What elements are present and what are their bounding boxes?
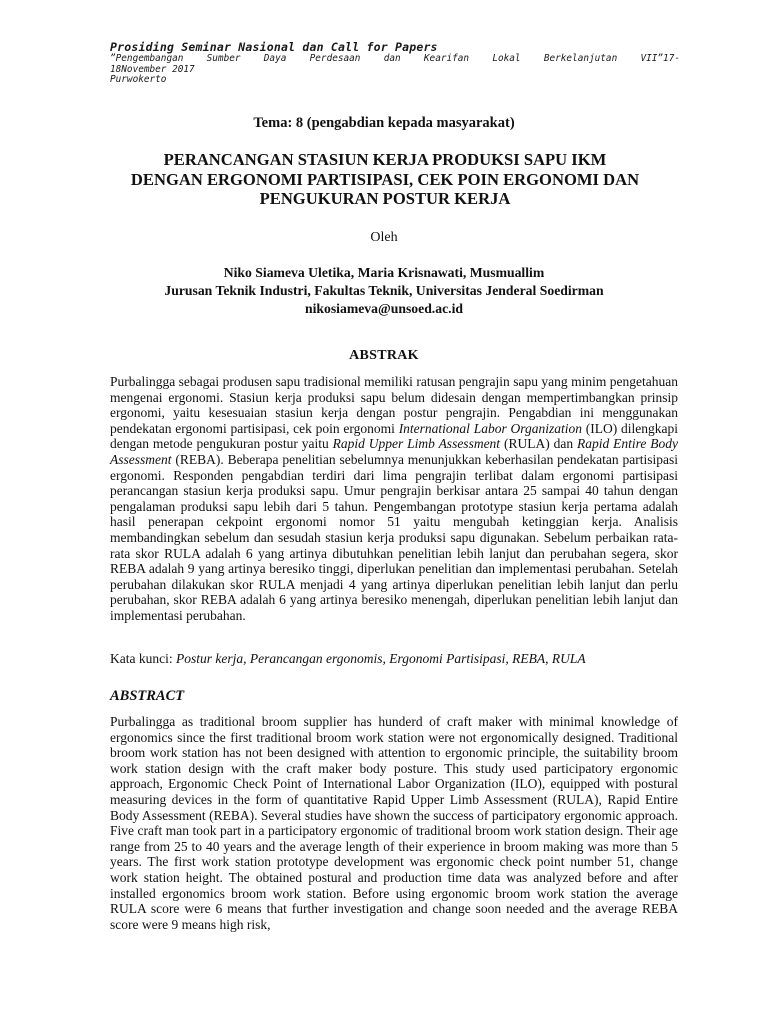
abstrak-heading: ABSTRAK	[349, 348, 419, 363]
author-block	[0, 264, 768, 318]
paper-title	[110, 150, 660, 209]
abstrak-rula-term: Rapid Upper Limb Assessment	[332, 436, 501, 452]
author-email: nikosiameva@unsoed.ac.id	[304, 301, 463, 316]
abstrak-text-3: (RULA) dan	[500, 436, 577, 452]
paper-title-line-2: DENGAN ERGONOMI PARTISIPASI, CEK POIN ERGONOMI DAN	[130, 169, 640, 189]
keywords	[110, 651, 678, 667]
proceedings-city: Purwokerto	[110, 74, 167, 85]
paper-title-line-3: PENGUKURAN POSTUR KERJA	[259, 189, 511, 208]
proceedings-subtitle-line1: ”Pengembangan Sumber Daya Perdesaan dan Kearifan Lokal Berkelanjutan VII”17-	[110, 53, 680, 64]
abstrak-text-4: (REBA). Beberapa penelitian sebelumnya menunjukkan keberhasilan pendekatan partisipasi ergonomi. Responden pengabdian terdiri dari lima pengrajin terlibat dalam ergonomi partisipasi perancangan stasiun kerja produksi sapu. Umur pengrajin berkisar antara 25 sampai 40 tahun dengan pengalaman produksi sapu lebih dari 5 tahun. Pengembangan prototype stasiun kerja pertama adalah hasil penerapan cekpoint ergonomi nomor 51 yaitu mengubah ketinggian kerja. Analisis membandingkan sebelum dan sesudah stasiun kerja produksi sapu digunakan. Sebelum perbaikan rata-rata skor RULA adalah 6 yang artinya dibutuhkan penelitian lebih lanjut dan perubahan segera, skor REBA adalah 9 yang artinya beresiko tinggi, diperlukan penelitian dan implementasi perubahan. Setelah perubahan dilakukan skor RULA menjadi 4 yang artinya diperlukan penelitian lebih lanjut dan perlu perubahan, skor REBA adalah 6 yang artinya beresiko menengah, diperlukan penelitian lebih lanjut dan implementasi perubahan.	[110, 451, 678, 623]
author-names: Niko Siameva Uletika, Maria Krisnawati, Musmuallim	[223, 265, 545, 280]
abstrak-reba-term: Rapid Entire Body Assessment	[110, 436, 678, 467]
abstrak-text-1: Purbalingga sebagai produsen sapu tradisional memiliki ratusan pengrajin sapu yang minim pengetahuan mengenai ergonomi. Stasiun kerja produksi sapu belum didesain dengan mempertimbangkan prinsip ergonomi, yaitu kesesuaian stasiun kerja dengan postur pengrajin. Pengabdian ini menggunakan pendekatan ergonomi partisipasi, cek poin ergonomi	[110, 374, 678, 436]
abstract-heading: ABSTRACT	[110, 688, 185, 704]
keywords-label: Kata kunci:	[110, 651, 176, 666]
theme-label: Tema: 8 (pengabdian kepada masyarakat)	[253, 115, 515, 131]
abstrak-ilo-term: International Labor Organization	[398, 420, 582, 436]
keywords-terms: Postur kerja, Perancangan ergonomis, Ergonomi Partisipasi, REBA, RULA	[175, 651, 586, 666]
proceedings-subtitle-line2: 18November 2017	[110, 63, 195, 75]
abstract-paragraph: Purbalingga as traditional broom supplier has hunderd of craft maker with minimal knowledge of ergonomics since the first traditional broom work station were not ergonomically designed. Traditional broom work station has not been designed with attention to ergonomic principle, the suitability broom work station design with the craft maker body posture. This study used participatory ergonomic approach, Ergonomic Check Point of International Labor Organization (ILO), equipped with postural measuring devices in the form of quantitative Rapid Upper Limb Assessment (RULA), Rapid Entire Body Assessment (REBA). Several studies have shown the success of participatory ergonomic approach. Five craft man took part in a participatory ergonomic of traditional broom work station design. Their age range from 25 to 40 years and the average length of their experience in broom making was more than 5 years. The first work station prototype development was ergonomic check point number 51, change work station height. The obtained postural and production time data was analyzed before and after installed ergonomics broom work station. Before using ergonomic broom work station the average RULA score were 6 means that further investigation and change soon needed and the average REBA score were 9 means high risk,	[110, 714, 678, 932]
abstrak-paragraph	[110, 374, 678, 624]
paper-title-line-1: PERANCANGAN STASIUN KERJA PRODUKSI SAPU IKM	[163, 150, 607, 169]
abstrak-text-2: (ILO) dilengkapi dengan metode pengukuran postur yaitu	[110, 420, 679, 452]
author-affiliation: Jurusan Teknik Industri, Fakultas Teknik, Universitas Jenderal Soedirman	[164, 283, 604, 298]
proceedings-header	[110, 40, 680, 86]
by-label: Oleh	[370, 230, 398, 245]
proceedings-title: Prosiding Seminar Nasional dan Call for Papers	[110, 40, 438, 54]
